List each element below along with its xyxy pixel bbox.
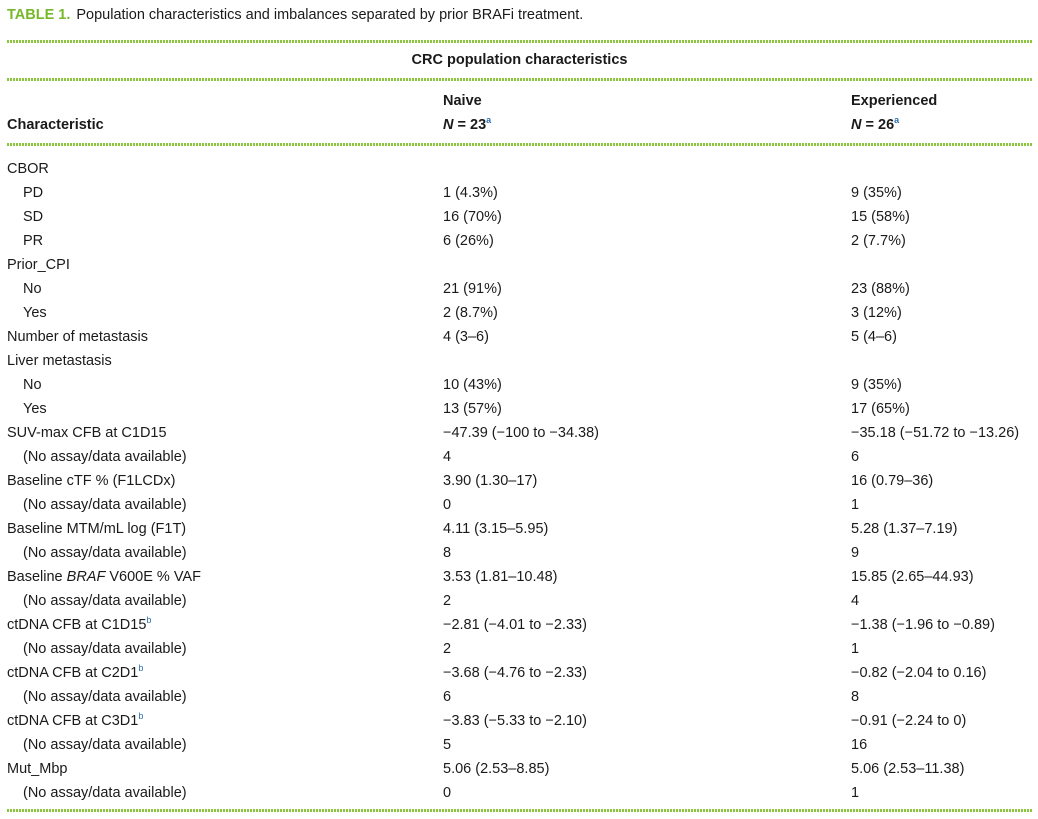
table-row [7,206,1032,230]
row-label [23,305,47,321]
divider-bottom [7,809,1032,812]
row-label [7,425,167,441]
table-caption-text: Population characteristics and imbalances separated by prior BRAFi treatment. [76,7,584,23]
cell-naive: 4.11 (3.15–5.95) [443,521,549,537]
table-row [7,422,1032,446]
cell-naive: 5.06 (2.53–8.85) [443,761,550,777]
column-header-characteristic: Characteristic [7,117,104,133]
table-row [7,158,1032,182]
table-row [7,518,1032,542]
footnote-marker: a [486,115,492,126]
cell-naive: −3.68 (−4.76 to −2.33) [443,665,587,681]
row-label-text: Number of metastasis [7,329,149,345]
row-label-text: ctDNA CFB at C1D15 [7,617,147,633]
cell-naive: 21 (91%) [443,281,502,297]
cell-naive: 6 (26%) [443,233,494,249]
row-label [23,737,187,753]
divider-section [7,78,1032,81]
cell-naive: 2 [443,593,452,609]
row-label-text: Yes [23,401,47,417]
table-caption [7,7,583,23]
table-row [7,326,1032,350]
cell-naive: −47.39 (−100 to −34.38) [443,425,600,441]
row-label-gene: BRAF [66,569,106,585]
table-row [7,614,1032,638]
table-row [7,734,1032,758]
row-label [7,329,148,345]
cell-experienced: 17 (65%) [851,401,910,417]
table-row [7,350,1032,374]
row-label-text: (No assay/data available) [23,545,187,561]
cell-experienced: −1.38 (−1.96 to −0.89) [851,617,995,633]
column-header-naive-n: $N = 23^a$ [443,115,492,133]
row-label-text: (No assay/data available) [23,737,187,753]
table-row [7,686,1032,710]
cell-naive: 3.53 (1.81–10.48) [443,569,558,585]
cell-experienced: −0.91 (−2.24 to 0) [851,713,967,729]
cell-experienced: 23 (88%) [851,281,910,297]
table-row [7,566,1032,590]
cell-naive: 2 (8.7%) [443,305,498,321]
row-label-text: SUV-max CFB at C1D15 [7,425,167,441]
row-label [23,449,187,465]
table-row [7,758,1032,782]
table-row [7,590,1032,614]
row-label-text: (No assay/data available) [23,449,187,465]
cell-experienced: 6 [851,449,860,465]
cell-experienced: 1 [851,785,860,801]
cell-experienced: 5.28 (1.37–7.19) [851,521,958,537]
row-label [7,161,49,177]
row-label-text: No [23,377,42,393]
row-label [23,593,187,609]
cell-experienced: −0.82 (−2.04 to 0.16) [851,665,987,681]
column-header-naive: Naive [443,93,482,109]
row-label-text: (No assay/data available) [23,497,187,513]
row-label [23,641,187,657]
cell-naive: −3.83 (−5.33 to −2.10) [443,713,587,729]
section-title: CRC population characteristics [411,52,628,68]
row-label [23,185,43,201]
row-label-text: (No assay/data available) [23,689,187,705]
row-label [7,617,151,633]
cell-naive: 13 (57%) [443,401,502,417]
cell-naive: 1 (4.3%) [443,185,498,201]
cell-experienced: 3 (12%) [851,305,902,321]
table-row [7,638,1032,662]
cell-naive: 6 [443,689,452,705]
row-label-part: Baseline [7,569,67,585]
row-label-text: Baseline cTF % (F1LCDx) [7,473,176,489]
row-label [23,401,47,417]
row-label-text: Prior_CPI [7,257,70,273]
table-row [7,254,1032,278]
row-label-text: ctDNA CFB at C2D1 [7,665,139,681]
footnote-marker: b [138,711,144,722]
cell-experienced: 1 [851,641,860,657]
row-label [23,785,187,801]
cell-naive: 3.90 (1.30–17) [443,473,538,489]
row-label [23,209,43,225]
table-row [7,302,1032,326]
row-label-text: (No assay/data available) [23,641,187,657]
row-label [7,353,112,369]
column-header-experienced-n: $N = 26^a$ [851,115,900,133]
table-row [7,278,1032,302]
table-row [7,710,1032,734]
row-label [7,257,70,273]
cell-experienced: 4 [851,593,860,609]
cell-naive: 0 [443,497,452,513]
footnote-marker: b [138,663,144,674]
row-label [7,521,186,537]
cell-naive: 16 (70%) [443,209,502,225]
row-label [23,377,42,393]
cell-experienced: 2 (7.7%) [851,233,906,249]
cell-experienced: 8 [851,689,860,705]
table-body [7,158,1032,806]
table-row [7,662,1032,686]
row-label [23,497,187,513]
row-label [7,473,175,489]
cell-experienced: 9 (35%) [851,377,902,393]
cell-naive: 10 (43%) [443,377,502,393]
table-row [7,374,1032,398]
table-row [7,398,1032,422]
row-label-text: PR [23,233,44,249]
cell-experienced: 9 [851,545,860,561]
row-label [23,281,42,297]
row-label [23,545,187,561]
row-label-text: ctDNA CFB at C3D1 [7,713,139,729]
cell-experienced: 9 (35%) [851,185,902,201]
row-label-text: Baseline MTM/mL log (F1T) [7,521,187,537]
cell-experienced: −35.18 (−51.72 to −13.26) [851,425,1020,441]
table-row [7,446,1032,470]
row-label-text: SD [23,209,44,225]
cell-experienced: 1 [851,497,860,513]
row-label-text: Yes [23,305,47,321]
table-row [7,782,1032,806]
row-label-text: CBOR [7,161,49,177]
cell-naive: 0 [443,785,452,801]
cell-experienced: 15 (58%) [851,209,910,225]
row-label [7,761,67,777]
row-label-text: Mut_Mbp [7,761,68,777]
row-label [23,233,43,249]
row-label-text: No [23,281,42,297]
cell-naive: −2.81 (−4.01 to −2.33) [443,617,587,633]
row-label-part: V600E % VAF [105,569,201,585]
table-row [7,542,1032,566]
divider-header [7,143,1032,146]
cell-experienced: 15.85 (2.65–44.93) [851,569,974,585]
cell-naive: 4 [443,449,452,465]
cell-naive: 4 (3–6) [443,329,489,345]
column-header-experienced: Experienced [851,93,938,109]
row-label [7,713,143,729]
row-label [7,569,201,585]
cell-naive: 5 [443,737,452,753]
row-label-text: (No assay/data available) [23,785,187,801]
divider-top [7,40,1032,43]
row-label-text: PD [23,185,44,201]
cell-naive: 8 [443,545,452,561]
table-row [7,182,1032,206]
row-label-text: Liver metastasis [7,353,112,369]
cell-experienced: 5 (4–6) [851,329,897,345]
row-label [23,689,187,705]
row-label [7,665,143,681]
table-row [7,494,1032,518]
footnote-marker: a [894,115,900,126]
row-label-text: (No assay/data available) [23,593,187,609]
table-label: TABLE 1. [7,7,71,23]
table-row [7,230,1032,254]
cell-experienced: 16 [851,737,868,753]
footnote-marker: b [146,615,152,626]
cell-experienced: 5.06 (2.53–11.38) [851,761,965,777]
table-row [7,470,1032,494]
cell-naive: 2 [443,641,452,657]
cell-experienced: 16 (0.79–36) [851,473,934,489]
